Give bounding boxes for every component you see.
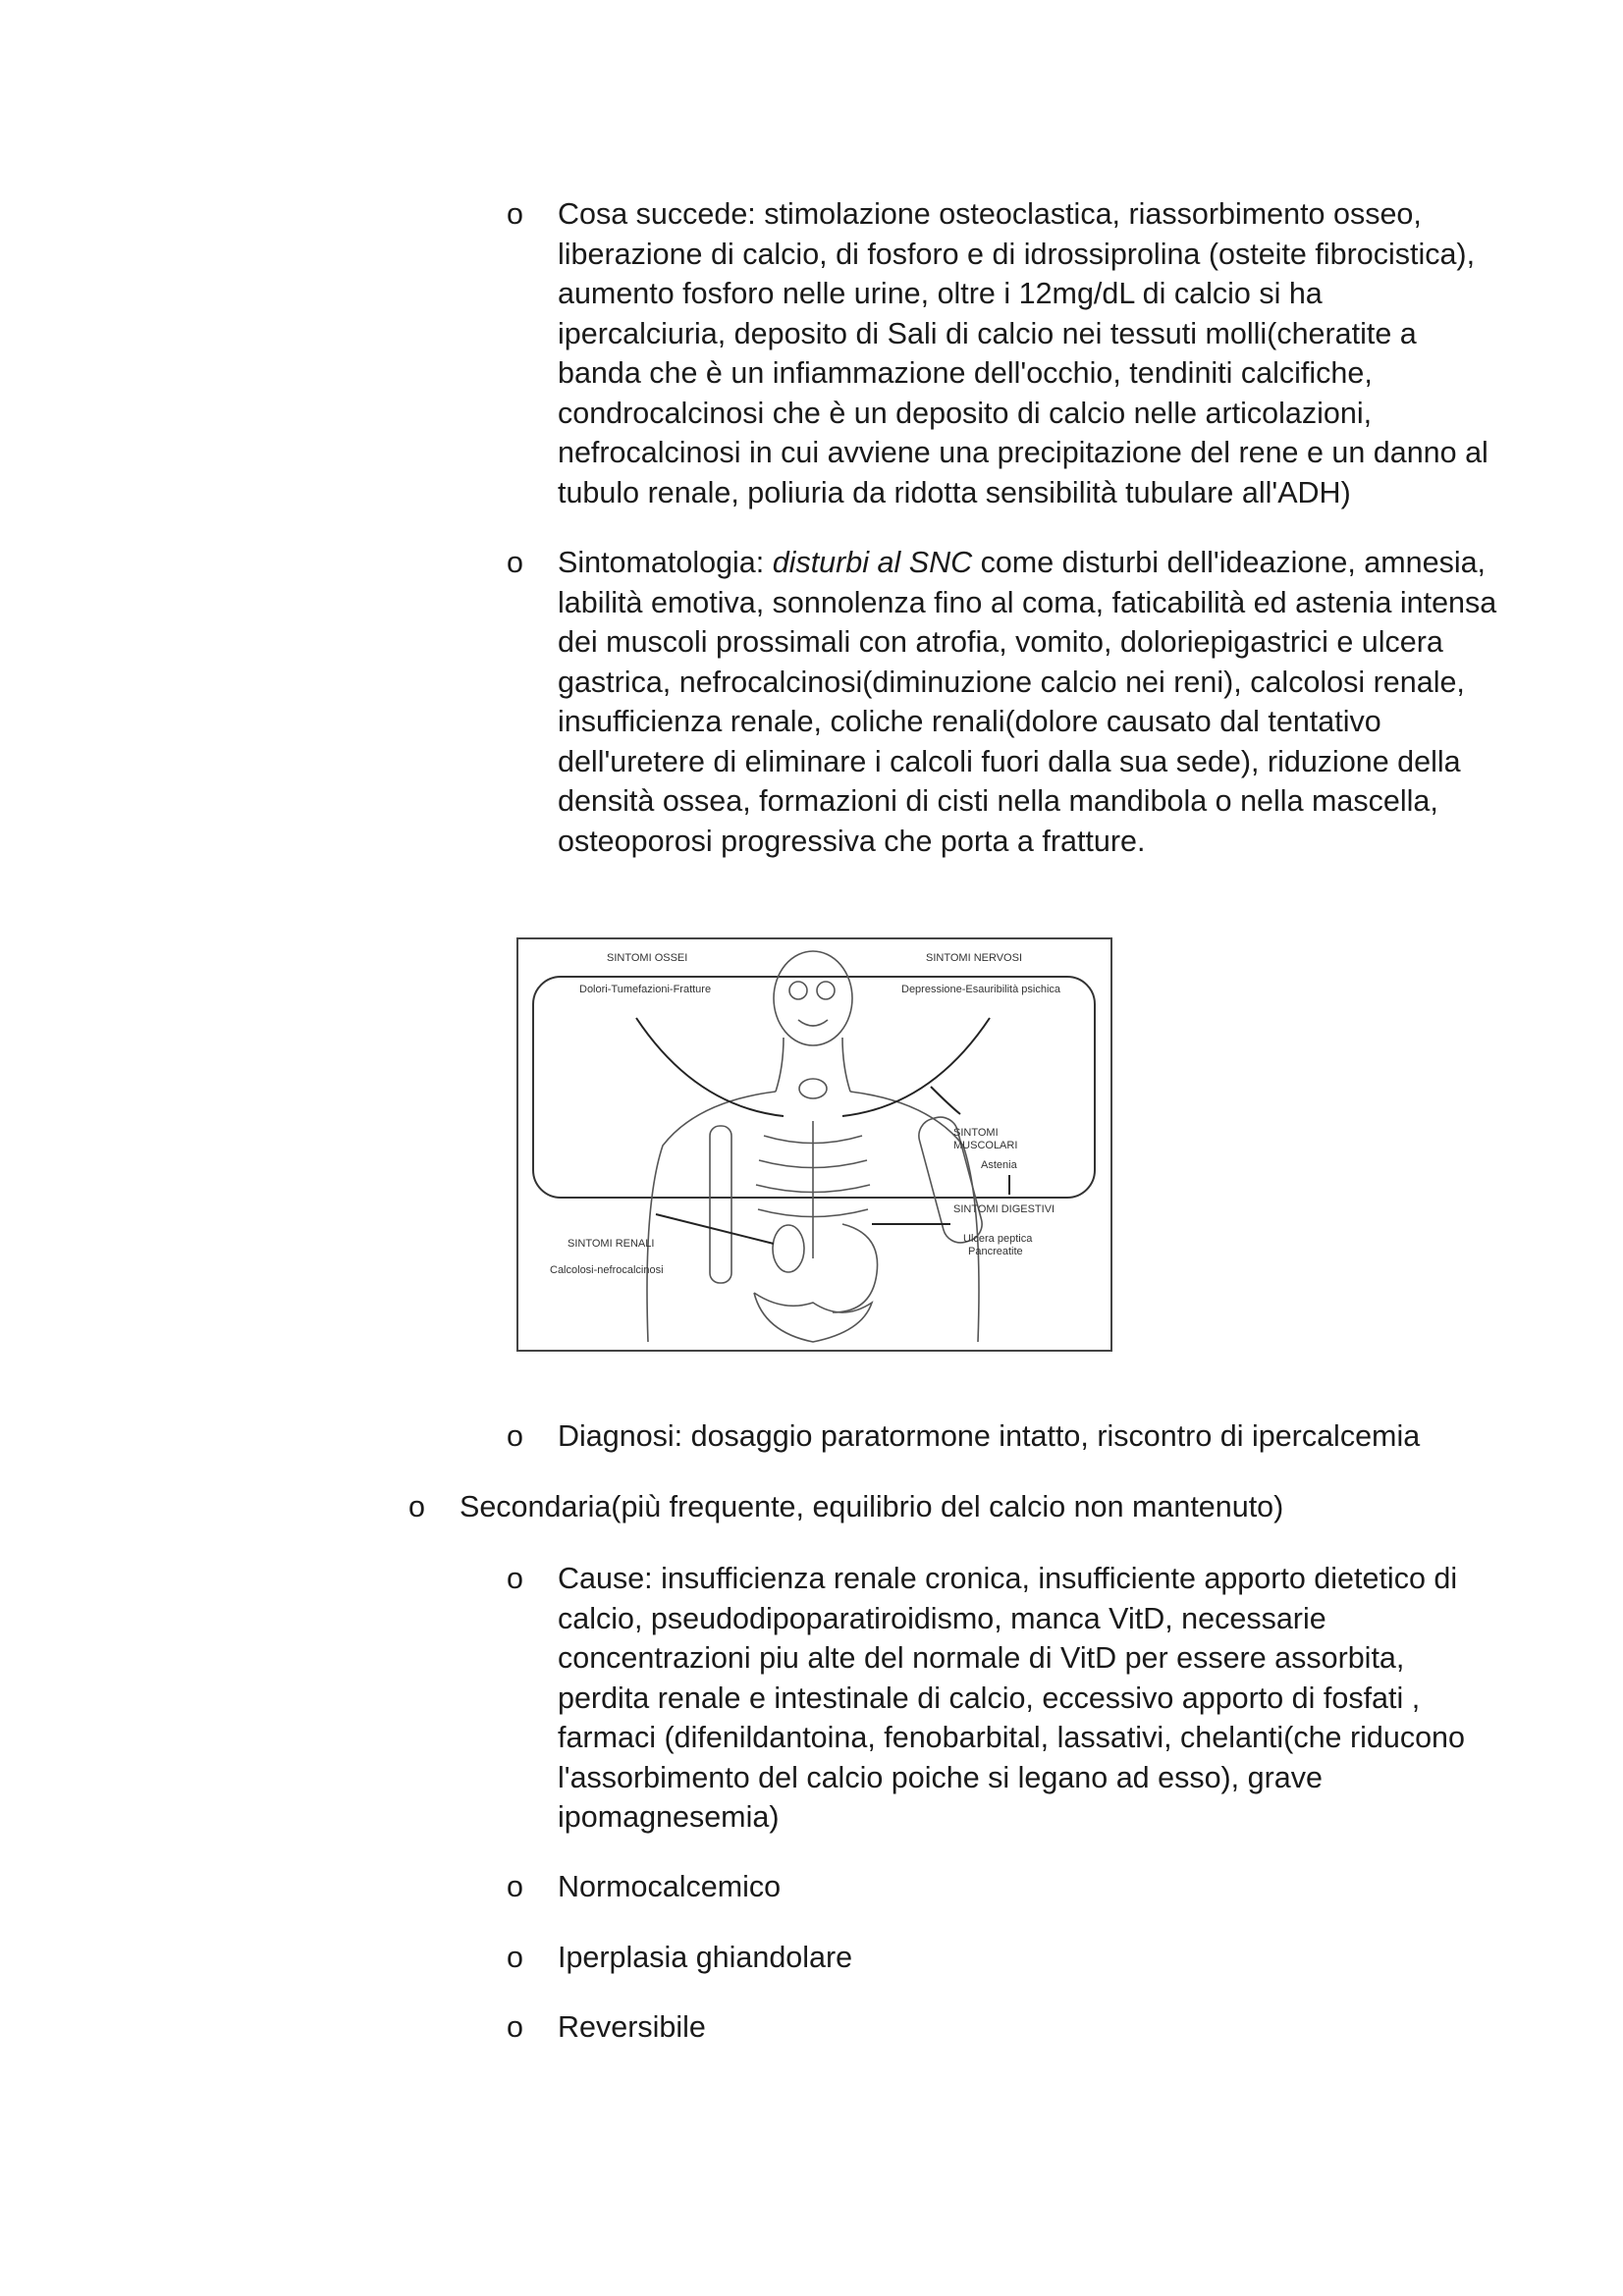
label-bone-title: SINTOMI OSSEI <box>607 952 688 964</box>
item-text: Cosa succede: stimolazione osteoclastica, riassorbimento osseo, liberazione di calcio, di fosforo e di idrossiprolina (osteite fibrocistica), aumento fosforo nelle urine, oltre i 12mg/dL di calcio si ha ipercalciuria, deposito di Sali di calcio nei tessuti molli(cheratite a banda che è un infiammazione dell'occhio, tendiniti calcifiche, condrocalcinosi che è un deposito di calcio nelle articolazioni, nefrocalcinosi in cui avviene una precipitazione del rene e un danno al tubulo renale, poliuria da ridotta sensibilità tubulare all'ADH) <box>558 197 1488 509</box>
label-muscle-title-2: MUSCOLARI <box>953 1140 1018 1151</box>
skull <box>774 951 852 1045</box>
list-item <box>507 543 1498 861</box>
bullet: o <box>507 1419 523 1453</box>
arrow-renal <box>656 1214 774 1244</box>
intestine <box>754 1293 872 1342</box>
item-text: Reversibile <box>558 2010 706 2044</box>
eye-socket-right <box>817 982 835 999</box>
label-muscle-title-1: SINTOMI <box>953 1127 999 1139</box>
symptoms-diagram <box>516 937 1112 1352</box>
item-rest: come disturbi dell'ideazione, amnesia, labilità emotiva, sonnolenza fino al coma, faticabilità ed astenia intensa dei muscoli prossimali con atrofia, vomito, doloriepigastrici e ulcera gastrica, nefrocalcinosi(diminuzione calcio nei reni), calcolosi renale, insufficienza renale, coliche renali(dolore causato dal tentativo dell'uretere di eliminare i calcoli fuori dalla sua sede), riduzione della densità ossea, formazioni di cisti nella mandibola o nella mascella, osteoporosi progressiva che porta a fratture. <box>558 546 1497 858</box>
bullet: o <box>507 1870 523 1903</box>
list-item <box>507 1938 1498 1978</box>
label-muscle-desc: Astenia <box>981 1159 1017 1171</box>
bullet: o <box>507 197 523 231</box>
bullet: o <box>507 2010 523 2044</box>
item-text: Normocalcemico <box>558 1870 782 1903</box>
label-digest-desc-2: Pancreatite <box>968 1246 1023 1257</box>
diagram-svg <box>518 939 1110 1350</box>
label-bone-desc: Dolori-Tumefazioni-Fratture <box>579 984 712 995</box>
item-emphasis: disturbi al SNC <box>772 546 973 579</box>
list-item <box>507 1416 1498 1457</box>
label-nerve-desc: Depressione-Esauribilità psichica <box>901 984 1061 995</box>
label-nerve-title: SINTOMI NERVOSI <box>926 952 1023 964</box>
item-text: Iperplasia ghiandolare <box>558 1941 853 1974</box>
label-renal-title: SINTOMI RENALI <box>568 1238 655 1250</box>
left-humerus <box>710 1126 731 1283</box>
arrow-muscle <box>931 1087 960 1114</box>
eye-socket-left <box>789 982 807 999</box>
bullet: o <box>507 1941 523 1974</box>
item-text: Secondaria(più frequente, equilibrio del calcio non mantenuto) <box>460 1490 1284 1523</box>
arrow-bone <box>636 1018 784 1116</box>
list-item <box>507 194 1498 512</box>
body-figure <box>647 951 986 1342</box>
bullet: o <box>408 1490 425 1523</box>
jaw <box>798 1020 828 1026</box>
bullet: o <box>507 546 523 579</box>
item-text: Cause: insufficienza renale cronica, insufficiente apporto dietetico di calcio, pseudodipoparatiroidismo, manca VitD, necessarie concentrazioni piu alte del normale di VitD per essere assorbita, perdita renale e intestinale di calcio, eccessivo apporto di fosfati , farmaci (difenildantoina, fenobarbital, lassativi, chelanti(che riducono l'assorbimento del calcio poiche si legano ad esso), grave ipomagnesemia) <box>558 1562 1465 1834</box>
thyroid <box>799 1079 827 1098</box>
list-item <box>507 1559 1498 1838</box>
label-digest-title: SINTOMI DIGESTIVI <box>953 1203 1055 1215</box>
label-digest-desc-1: Ulcera peptica <box>963 1233 1033 1245</box>
list-item <box>507 2007 1498 2048</box>
list-item <box>507 1867 1498 1907</box>
item-prefix: Sintomatologia: <box>558 546 773 579</box>
label-renal-desc: Calcolosi-nefrocalcinosi <box>550 1264 664 1276</box>
list-item <box>408 1487 1498 1527</box>
bullet: o <box>507 1562 523 1595</box>
stomach <box>833 1224 878 1312</box>
kidney <box>773 1225 804 1272</box>
arrow-nerve <box>842 1018 990 1116</box>
item-text: Diagnosi: dosaggio paratormone intatto, riscontro di ipercalcemia <box>558 1419 1421 1453</box>
item-text <box>558 543 1498 861</box>
